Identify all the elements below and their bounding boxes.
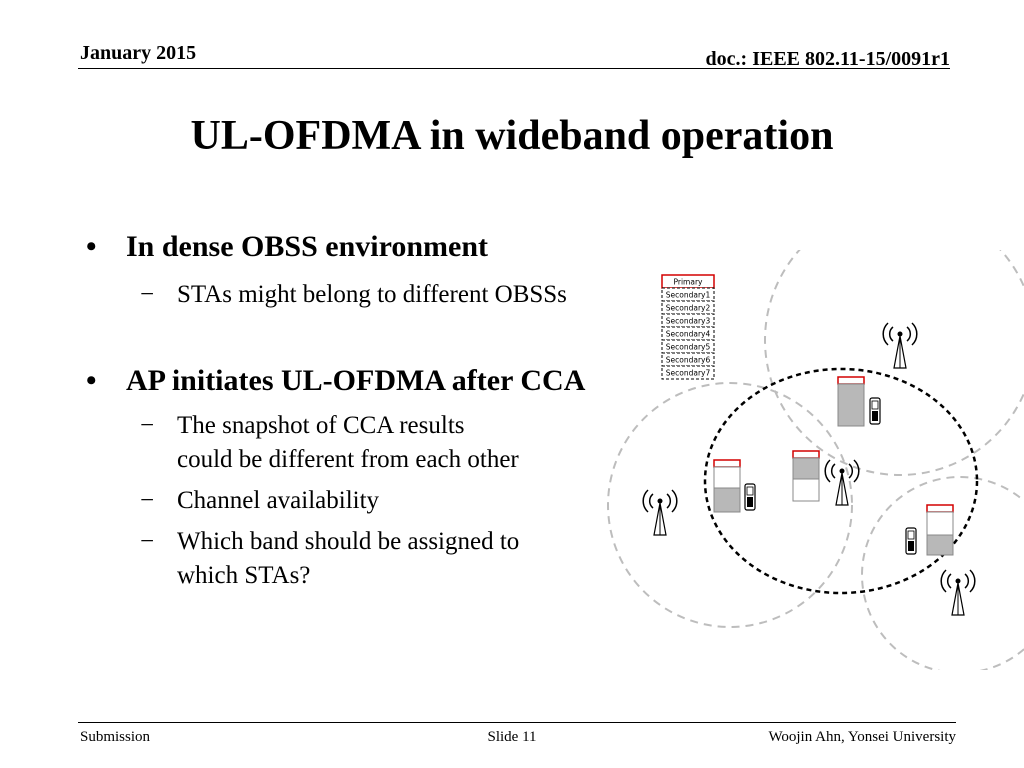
dash-marker: − (140, 281, 155, 308)
bullet-1-sub-1: − STAs might belong to different OBSSs (140, 278, 567, 312)
footer-author: Woojin Ahn, Yonsei University (768, 729, 956, 745)
legend-label: Secondary1 (665, 290, 711, 300)
sta-phone-icon (870, 398, 880, 424)
sta-phone-icon (745, 484, 755, 510)
channel-legend (662, 275, 714, 379)
footer-submission: Submission (80, 729, 151, 745)
bullet-2-sub-1: − The snapshot of CCA results could be different from each other (140, 409, 519, 477)
legend-label: Secondary7 (665, 368, 711, 378)
header-date: January 2015 (80, 42, 197, 64)
channel-stack-sta1 (838, 377, 864, 426)
sta-phone-icon (906, 528, 916, 554)
bullet-dot: • (86, 364, 97, 397)
ap-tower-icon (643, 490, 677, 535)
channel-stack-sta4 (927, 505, 953, 555)
legend-label: Primary (673, 277, 703, 287)
dash-marker: − (140, 528, 155, 555)
bullet-2-text: AP initiates UL-OFDMA after CCA (126, 364, 586, 397)
bullet-dot: • (86, 230, 97, 263)
obss-range-top (765, 205, 1024, 475)
legend-label: Secondary5 (665, 342, 711, 352)
bullet-2-sub-3: − Which band should be assigned to which STAs? (140, 525, 519, 593)
dash-marker: − (140, 487, 155, 514)
footer-slide-number: Slide 11 (487, 729, 537, 745)
channel-stack-sta2 (793, 451, 819, 501)
slide-title: UL-OFDMA in wideband operation (190, 113, 834, 159)
legend-label: Secondary4 (665, 329, 711, 339)
footer-rule (78, 722, 956, 723)
dash-marker: − (140, 412, 155, 439)
header-doc-id: doc.: IEEE 802.11-15/0091r1 (705, 48, 950, 70)
legend-label: Secondary6 (665, 355, 711, 365)
ap-tower-icon (941, 570, 975, 615)
ap-tower-icon (883, 323, 917, 368)
channel-stack-sta3 (714, 460, 740, 512)
bullet-2-sub-2: − Channel availability (140, 484, 379, 518)
legend-label: Secondary2 (665, 303, 711, 313)
legend-label: Secondary3 (665, 316, 711, 326)
bullet-1-text: In dense OBSS environment (126, 230, 489, 263)
